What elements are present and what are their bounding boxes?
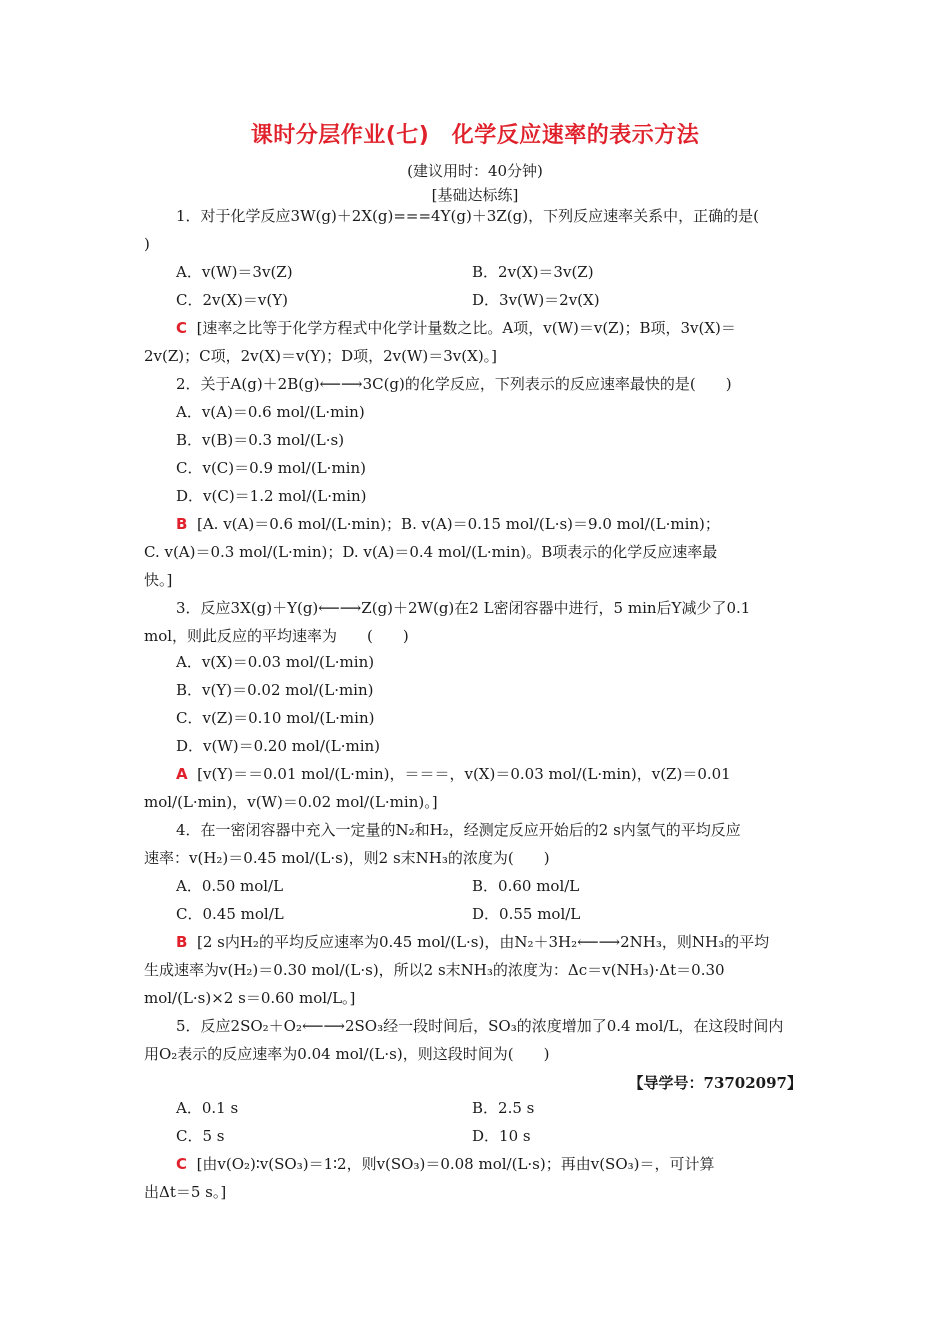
- q1-stem-cont: ): [144, 235, 150, 253]
- q1-explanation-text: [速率之比等于化学方程式中化学计量数之比。A项，v(W)＝v(Z)；B项，3v(X)＝: [196, 319, 736, 337]
- q5-option-c: C．5 s: [176, 1127, 225, 1145]
- q2-stem: 2．关于A(g)＋2B(g)⟵⟶3C(g)的化学反应，下列表示的反应速率最快的是( ): [176, 375, 732, 393]
- guide-number: 【导学号：73702097】: [628, 1074, 802, 1092]
- q4-option-b: B．0.60 mol/L: [472, 877, 580, 895]
- q1-option-b: B．2v(X)＝3v(Z): [472, 263, 594, 281]
- q4-answer: B: [176, 933, 188, 951]
- q3-stem-cont: mol，则此反应的平均速率为 ( ): [144, 627, 409, 645]
- q1-stem: 1．对于化学反应3W(g)＋2X(g)===4Y(g)＋3Z(g)，下列反应速率关系中，正确的是(: [176, 207, 759, 225]
- q1-option-d: D．3v(W)＝2v(X): [472, 291, 600, 309]
- q3-explanation-cont: mol/(L·min)，v(W)＝0.02 mol/(L·min)。]: [144, 793, 438, 811]
- q5-explanation: [176, 1154, 715, 1174]
- q1-explanation-cont: 2v(Z)；C项，2v(X)＝v(Y)；D项，2v(W)＝3v(X)。]: [144, 347, 498, 365]
- q2-option-d: D．v(C)＝1.2 mol/(L·min): [176, 487, 367, 505]
- q3-answer: A: [176, 765, 188, 783]
- q1-answer: C: [176, 319, 188, 337]
- q4-option-c: C．0.45 mol/L: [176, 905, 284, 923]
- q2-explanation-cont: C. v(A)＝0.3 mol/(L·min)；D. v(A)＝0.4 mol/(L·min)。B项表示的化学反应速率最: [144, 543, 718, 561]
- q4-explanation-text: [2 s内H₂的平均反应速率为0.45 mol/(L·s)，由N₂＋3H₂⟵⟶2NH₃，则NH₃的平均: [196, 933, 770, 951]
- q5-stem: 5．反应2SO₂＋O₂⟵⟶2SO₃经一段时间后，SO₃的浓度增加了0.4 mol/L，在这段时间内: [176, 1017, 784, 1035]
- q1-option-a: A．v(W)＝3v(Z): [176, 263, 293, 281]
- section-heading: [基础达标练]: [431, 186, 519, 204]
- q4-option-a: A．0.50 mol/L: [176, 877, 284, 895]
- q4-option-d: D．0.55 mol/L: [472, 905, 581, 923]
- q2-answer: B: [176, 515, 188, 533]
- q1-option-c: C．2v(X)＝v(Y): [176, 291, 288, 309]
- q5-stem-cont: 用O₂表示的反应速率为0.04 mol/(L·s)，则这段时间为( ): [144, 1045, 550, 1063]
- q3-option-c: C．v(Z)＝0.10 mol/(L·min): [176, 709, 375, 727]
- q3-option-d: D．v(W)＝0.20 mol/(L·min): [176, 737, 381, 755]
- q2-explanation-end: 快。]: [144, 571, 173, 589]
- page-title: 课时分层作业(七) 化学反应速率的表示方法: [250, 123, 700, 148]
- q5-explanation-cont: 出Δt＝5 s。]: [144, 1183, 227, 1201]
- q4-stem: 4．在一密闭容器中充入一定量的N₂和H₂，经测定反应开始后的2 s内氢气的平均反应: [176, 821, 741, 839]
- q1-explanation: [176, 318, 736, 338]
- q3-option-b: B．v(Y)＝0.02 mol/(L·min): [176, 681, 374, 699]
- q4-explanation-cont: 生成速率为v(H₂)＝0.30 mol/(L·s)，所以2 s末NH₃的浓度为：Δc＝v(NH₃)·Δt＝0.30: [144, 961, 725, 979]
- q3-explanation: [176, 764, 731, 784]
- q2-explanation: [176, 514, 720, 534]
- q2-option-c: C．v(C)＝0.9 mol/(L·min): [176, 459, 366, 477]
- q5-option-d: D．10 s: [472, 1127, 531, 1145]
- q2-explanation-text: [A. v(A)＝0.6 mol/(L·min)；B. v(A)＝0.15 mol/(L·s)＝9.0 mol/(L·min)；: [196, 515, 720, 533]
- q5-answer: C: [176, 1155, 188, 1173]
- q3-stem: 3．反应3X(g)＋Y(g)⟵⟶Z(g)＋2W(g)在2 L密闭容器中进行，5 min后Y减少了0.1: [176, 599, 751, 617]
- q3-explanation-text: [v(Y)＝＝0.01 mol/(L·min)，＝＝＝，v(X)＝0.03 mol/(L·min)，v(Z)＝0.01: [197, 765, 731, 783]
- suggested-time: (建议用时：40分钟): [407, 162, 543, 180]
- q4-explanation-end: mol/(L·s)×2 s＝0.60 mol/L。]: [144, 989, 356, 1007]
- q3-option-a: A．v(X)＝0.03 mol/(L·min): [176, 653, 375, 671]
- q5-explanation-text: [由v(O₂)∶v(SO₃)＝1∶2，则v(SO₃)＝0.08 mol/(L·s)；再由v(SO₃)＝，可计算: [196, 1155, 715, 1173]
- q4-explanation: [176, 932, 769, 952]
- q4-stem-cont: 速率：v(H₂)＝0.45 mol/(L·s)，则2 s末NH₃的浓度为( ): [144, 849, 550, 867]
- q2-option-a: A．v(A)＝0.6 mol/(L·min): [176, 403, 365, 421]
- q2-option-b: B．v(B)＝0.3 mol/(L·s): [176, 431, 345, 449]
- q5-option-b: B．2.5 s: [472, 1099, 535, 1117]
- q5-option-a: A．0.1 s: [176, 1099, 239, 1117]
